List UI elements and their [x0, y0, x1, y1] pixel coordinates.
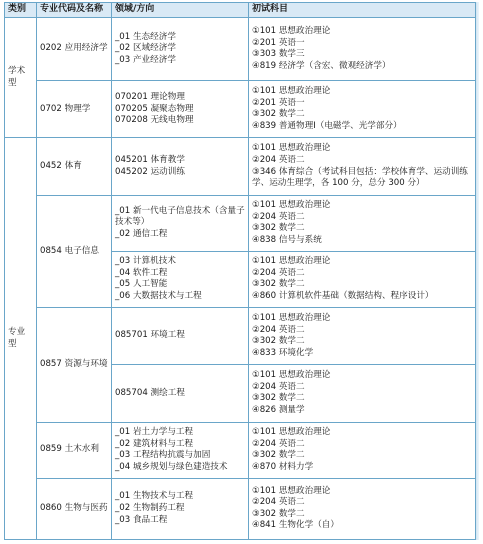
direction-item: _01 生物技术与工程 — [115, 491, 194, 502]
direction-item: 070201 理论物理 — [115, 91, 185, 102]
direction-item: _03 食品工程 — [115, 514, 168, 525]
table-row — [5, 478, 476, 539]
subject-item: ②201 英语一 — [252, 97, 305, 108]
subject-item: ②204 英语二 — [252, 267, 305, 278]
subject-item: ④860 计算机软件基础（数据结构、程序设计） — [252, 291, 434, 302]
subject-item: ④838 信号与系统 — [252, 234, 322, 245]
direction-item: 085704 测绘工程 — [115, 387, 185, 398]
direction-item: 045202 运动训练 — [115, 166, 185, 177]
major-cell: 0857 资源与环境 — [37, 308, 112, 422]
subject-item: ①101 思想政治理论 — [252, 426, 331, 437]
subject-item: ③302 数学二 — [252, 393, 305, 404]
subject-item: ④870 材料力学 — [252, 461, 314, 472]
direction-item: _06 大数据技术与工程 — [115, 291, 202, 302]
subject-item: ④833 环境化学 — [252, 347, 314, 358]
subjects-cell — [249, 308, 476, 365]
direction-item: 085701 环境工程 — [115, 330, 185, 341]
table-row — [5, 422, 476, 478]
subject-item: ②201 英语一 — [252, 37, 305, 48]
table-row — [5, 308, 476, 365]
major-cell: 0860 生物与医药 — [37, 478, 112, 539]
exam-table-container — [4, 2, 475, 540]
subject-item: ①101 思想政治理论 — [252, 256, 331, 267]
direction-item: _01 新一代电子信息技术（含量子技术等） — [115, 205, 245, 228]
table-row — [5, 195, 476, 251]
direction-item: _01 岩土力学与工程 — [115, 426, 194, 437]
direction-item: _03 产业经济学 — [115, 54, 176, 65]
subjects-cell — [249, 18, 476, 81]
direction-item: _02 生物制药工程 — [115, 503, 185, 514]
subjects-cell — [249, 422, 476, 478]
subject-item: ③302 数学二 — [252, 109, 305, 120]
subjects-cell — [249, 251, 476, 307]
direction-cell — [112, 251, 249, 307]
subjects-cell — [249, 478, 476, 539]
subject-item: ③302 数学二 — [252, 223, 305, 234]
exam-subjects-table — [4, 2, 476, 540]
subject-item: ②204 英语二 — [252, 154, 305, 165]
major-cell: 0702 物理学 — [37, 81, 112, 138]
header-direction: 领域/方向 — [112, 3, 249, 18]
direction-cell — [112, 422, 249, 478]
direction-item: _03 工程结构抗震与加固 — [115, 450, 211, 461]
subject-item: ②204 英语二 — [252, 211, 305, 222]
category-academic: 学术型 — [5, 18, 37, 138]
direction-cell — [112, 478, 249, 539]
subject-item: ②204 英语二 — [252, 438, 305, 449]
subject-item: ③303 数学三 — [252, 49, 305, 60]
direction-cell — [112, 308, 249, 365]
subject-item: ③302 数学二 — [252, 336, 305, 347]
subject-item: ①101 思想政治理论 — [252, 370, 331, 381]
subject-item: ③302 数学二 — [252, 450, 305, 461]
direction-cell — [112, 18, 249, 81]
direction-item: _03 计算机技术 — [115, 256, 176, 267]
subject-item: ②204 英语二 — [252, 381, 305, 392]
direction-item: 045201 体育教学 — [115, 154, 185, 165]
direction-cell — [112, 365, 249, 422]
subject-item: ④826 测量学 — [252, 405, 305, 415]
direction-item: _04 城乡规划与绿色建造技术 — [115, 461, 228, 472]
subject-item: ③302 数学二 — [252, 508, 305, 519]
subject-item: ②204 英语二 — [252, 497, 305, 508]
direction-item: _02 区域经济学 — [115, 43, 176, 54]
subjects-cell — [249, 365, 476, 422]
header-category: 类别 — [5, 3, 37, 18]
direction-cell — [112, 195, 249, 251]
table-header-row — [5, 3, 476, 18]
table-row — [5, 81, 476, 138]
subjects-cell — [249, 195, 476, 251]
direction-cell — [112, 138, 249, 195]
subject-item: ②204 英语二 — [252, 324, 305, 335]
subject-item: ①101 思想政治理论 — [252, 200, 331, 211]
subject-item: ④819 经济学（含宏、微观经济学） — [252, 60, 391, 71]
category-professional: 专业型 — [5, 138, 37, 540]
direction-item: _05 人工智能 — [115, 279, 168, 290]
subject-item: ①101 思想政治理论 — [252, 485, 331, 496]
header-subjects: 初试科目 — [249, 3, 476, 18]
direction-item: 070205 凝聚态物理 — [115, 103, 194, 114]
subjects-cell — [249, 138, 476, 195]
subject-item: ①101 思想政治理论 — [252, 143, 331, 154]
direction-item: 070208 无线电物理 — [115, 115, 194, 126]
subject-item: ①101 思想政治理论 — [252, 25, 331, 36]
table-row — [5, 18, 476, 81]
major-cell: 0202 应用经济学 — [37, 18, 112, 81]
subject-item: ①101 思想政治理论 — [252, 313, 331, 323]
header-major: 专业代码及名称 — [37, 3, 112, 18]
direction-item: _04 软件工程 — [115, 267, 168, 278]
direction-item: _01 生态经济学 — [115, 31, 176, 42]
direction-item: _02 建筑材料与工程 — [115, 438, 194, 449]
major-cell: 0452 体育 — [37, 138, 112, 195]
subject-item: ④839 普通物理Ⅰ（电磁学、光学部分） — [252, 120, 402, 131]
subject-item: ④841 生物化学（自） — [252, 520, 339, 531]
subjects-cell — [249, 81, 476, 138]
direction-cell — [112, 81, 249, 138]
subject-item: ③346 体育综合（考试科目包括：学校体育学、运动训练学、运动生理学，各 100 分，总分 300 分） — [252, 166, 468, 189]
major-cell: 0859 土木水利 — [37, 422, 112, 478]
subject-item: ③302 数学二 — [252, 279, 305, 290]
table-row — [5, 138, 476, 195]
major-cell: 0854 电子信息 — [37, 195, 112, 307]
direction-item: _02 通信工程 — [115, 229, 168, 240]
subject-item: ①101 思想政治理论 — [252, 86, 331, 97]
